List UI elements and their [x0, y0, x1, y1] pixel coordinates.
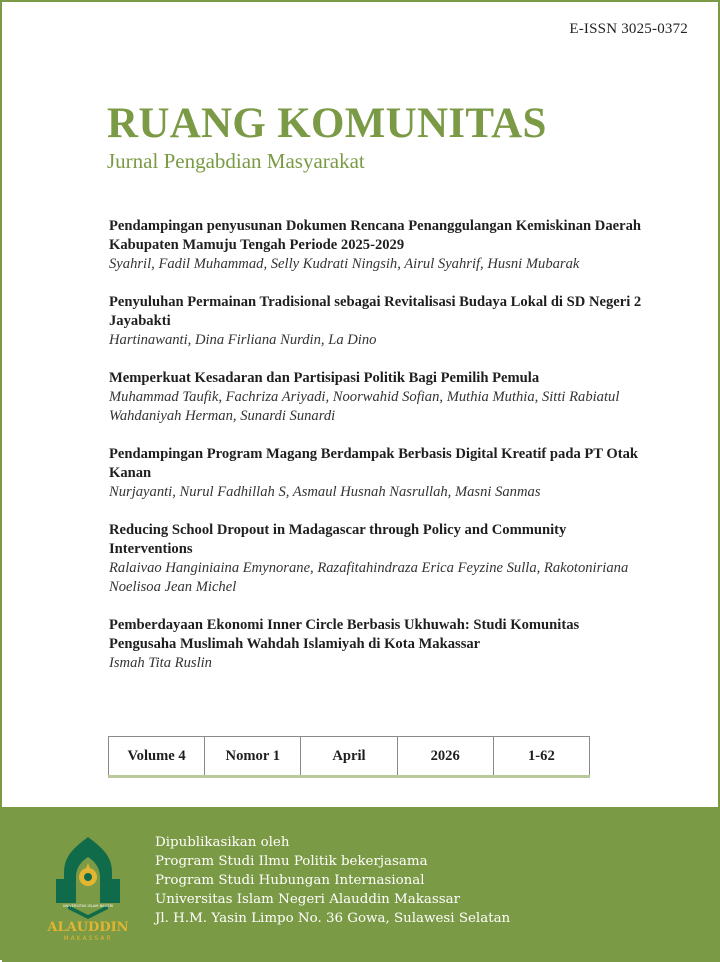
alauddin-logo-icon	[42, 833, 134, 945]
article-item	[109, 616, 649, 673]
issue-year: 2026	[397, 737, 493, 777]
article-title: Pendampingan penyusunan Dokumen Rencana Penanggulangan Kemiskinan Daerah Kabupaten Mamuju Tengah Periode 2025-2029	[109, 218, 641, 253]
logo-sub: MAKASSAR	[63, 935, 113, 942]
journal-subtitle: Jurnal Pengabdian Masyarakat	[107, 149, 365, 173]
article-authors: Syahril, Fadil Muhammad, Selly Kudrati Ningsih, Airul Syahrif, Husni Mubarak	[109, 256, 580, 272]
issue-month: April	[301, 737, 397, 777]
article-item	[109, 217, 649, 274]
article-item	[109, 369, 649, 426]
article-item	[109, 521, 649, 597]
article-authors: Nurjayanti, Nurul Fadhillah S, Asmaul Husnah Nasrullah, Masni Sanmas	[109, 484, 541, 500]
publisher-line: Program Studi Hubungan Internasional	[155, 873, 425, 888]
masthead	[107, 98, 547, 174]
issn-label: E-ISSN 3025-0372	[569, 21, 688, 37]
article-title: Pemberdayaan Ekonomi Inner Circle Berbasis Ukhuwah: Studi Komunitas Pengusaha Muslimah Wahdah Islamiyah di Kota Makassar	[109, 617, 580, 652]
article-list	[109, 217, 649, 692]
journal-title: RUANG KOMUNITAS	[107, 100, 547, 147]
issue-volume: Volume 4	[109, 737, 205, 777]
issue-pages: 1-62	[493, 737, 589, 777]
article-authors: Hartinawanti, Dina Firliana Nurdin, La Dino	[109, 332, 377, 348]
publisher-line: Jl. H.M. Yasin Limpo No. 36 Gowa, Sulawesi Selatan	[155, 911, 511, 926]
article-item	[109, 293, 649, 350]
article-authors: Ralaivao Hanginiaina Emynorane, Razafitahindraza Erica Feyzine Sulla, Rakotoniriana Noelisoa Jean Michel	[109, 560, 629, 595]
publisher-line: Universitas Islam Negeri Alauddin Makassar	[155, 892, 460, 907]
publisher-line: Dipublikasikan oleh	[155, 835, 290, 850]
article-authors: Ismah Tita Ruslin	[109, 655, 212, 671]
article-title: Penyuluhan Permainan Tradisional sebagai Revitalisasi Budaya Lokal di SD Negeri 2 Jayabakti	[109, 294, 642, 329]
logo-top-text: UNIVERSITAS ISLAM NEGERI	[62, 904, 114, 908]
issue-number: Nomor 1	[205, 737, 301, 777]
article-title: Reducing School Dropout in Madagascar through Policy and Community Interventions	[109, 522, 567, 557]
logo-name: ALAUDDIN	[47, 920, 129, 935]
article-title: Pendampingan Program Magang Berdampak Berbasis Digital Kreatif pada PT Otak Kanan	[109, 446, 639, 481]
publisher-footer	[2, 807, 720, 962]
article-title: Memperkuat Kesadaran dan Partisipasi Politik Bagi Pemilih Pemula	[109, 370, 540, 386]
article-item	[109, 445, 649, 502]
publisher-line: Program Studi Ilmu Politik bekerjasama	[155, 854, 428, 869]
issue-info-table	[108, 736, 590, 778]
issue-info-row	[109, 737, 590, 777]
publisher-info	[155, 833, 510, 928]
article-authors: Muhammad Taufik, Fachriza Ariyadi, Noorwahid Sofian, Muthia Muthia, Sitti Rabiatul Wahdaniyah Herman, Sunardi Sunardi	[109, 389, 620, 424]
